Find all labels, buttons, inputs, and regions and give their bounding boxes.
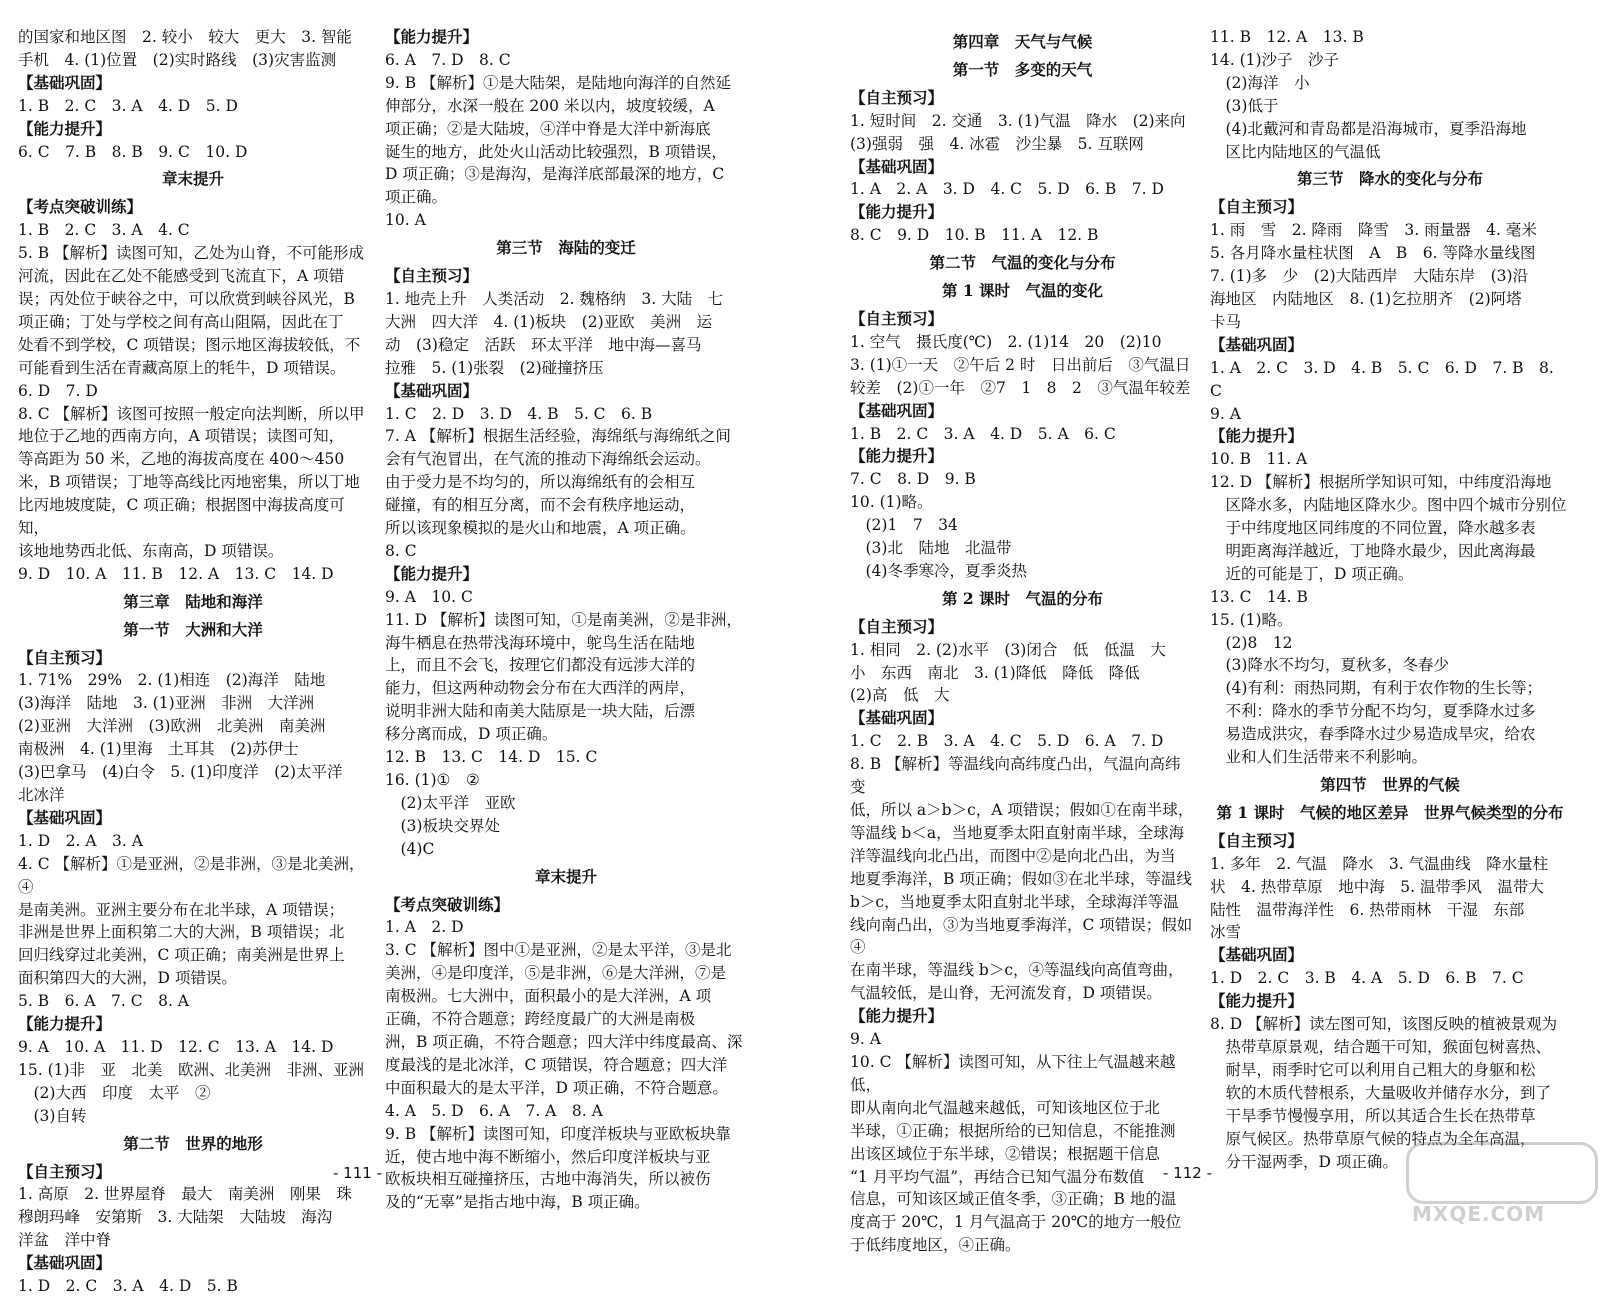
section-label: 【基础巩固】 bbox=[18, 1252, 368, 1275]
answer-line: (4)北戴河和青岛都是沿海城市，夏季沿海地 bbox=[1210, 118, 1570, 141]
answer-line: 手机 4. (1)位置 (2)实时路线 (3)灾害监测 bbox=[18, 49, 368, 72]
answer-line: 9. A 10. A 11. D 12. C 13. A 14. D bbox=[18, 1036, 368, 1059]
answer-line: 回归线穿过北美洲，C 项正确；南美洲是世界上 bbox=[18, 944, 368, 967]
answer-line: 14. (1)沙子 沙子 bbox=[1210, 49, 1570, 72]
section-label: 【基础巩固】 bbox=[850, 707, 1195, 730]
answer-line: 9. B 【解析】①是大陆架，是陆地向海洋的自然延 bbox=[385, 72, 747, 95]
answer-line: 是南美洲。亚洲主要分布在北半球，A 项错误； bbox=[18, 899, 368, 922]
section-label: 【能力提升】 bbox=[850, 201, 1195, 224]
answer-line: 诞生的地方，此处火山活动比较强烈，B 项错误， bbox=[385, 141, 747, 164]
section-heading: 第 2 课时 气温的分布 bbox=[850, 588, 1195, 611]
answer-line: 于低纬度地区，④正确。 bbox=[850, 1234, 1195, 1257]
answer-line: 中面积最大的是太平洋，D 项正确，不符合题意。 bbox=[385, 1077, 747, 1100]
answer-line: 软的木质代替根系，大量吸收并储存水分，到了 bbox=[1210, 1082, 1570, 1105]
section-heading: 第 1 课时 气温的变化 bbox=[850, 280, 1195, 303]
answer-line: 信息，可知该区域正值冬季，③正确；B 地的温 bbox=[850, 1188, 1195, 1211]
answer-line: 10. C 【解析】读图可知，从下往上气温越来越低， bbox=[850, 1051, 1195, 1097]
answer-line: 13. C 14. B bbox=[1210, 586, 1570, 609]
answer-line: 8. C 9. D 10. B 11. A 12. B bbox=[850, 224, 1195, 247]
section-label: 【基础巩固】 bbox=[18, 72, 368, 95]
answer-line: 碰撞，有的相互分离，而不会有秩序地运动， bbox=[385, 494, 747, 517]
answer-line: 移分离而成，D 项正确。 bbox=[385, 723, 747, 746]
answer-line: 1. B 2. C 3. A 4. D 5. A 6. C bbox=[850, 423, 1195, 446]
answer-line: 业和人们生活带来不利影响。 bbox=[1210, 746, 1570, 769]
answer-line: b＞c，当地夏季太阳直射北半球，全球海洋等温 bbox=[850, 891, 1195, 914]
answer-line: (3)强弱 强 4. 冰雹 沙尘暴 5. 互联网 bbox=[850, 133, 1195, 156]
answer-line: 1. B 2. C 3. A 4. C bbox=[18, 219, 368, 242]
answer-line: 度最浅的是北冰洋，C 项错误，符合题意；四大洋 bbox=[385, 1054, 747, 1077]
answer-line: (3)巴拿马 (4)白令 5. (1)印度洋 (2)太平洋 bbox=[18, 761, 368, 784]
answer-line: 伸部分，水深一般在 200 米以内，坡度较缓，A bbox=[385, 95, 747, 118]
answer-line: 12. B 13. C 14. D 15. C bbox=[385, 746, 747, 769]
section-label: 【自主预习】 bbox=[850, 616, 1195, 639]
answer-line: 11. D 【解析】读图可知，①是南美洲，②是非洲， bbox=[385, 609, 747, 632]
answer-line: 冰雪 bbox=[1210, 921, 1570, 944]
section-label: 【能力提升】 bbox=[850, 445, 1195, 468]
answer-line: 由于受力是不均匀的，所以海绵纸有的会相互 bbox=[385, 471, 747, 494]
section-heading: 第三章 陆地和海洋 bbox=[18, 591, 368, 614]
answer-line: 1. 多年 2. 气温 降水 3. 气温曲线 降水量柱 bbox=[1210, 853, 1570, 876]
right-page-column-1 bbox=[850, 26, 1195, 1257]
answer-line: 线向南凸出，③为当地夏季海洋，C 项错误；假如④ bbox=[850, 914, 1195, 960]
answer-line: 12. D 【解析】根据所学知识可知，中纬度沿海地 bbox=[1210, 471, 1570, 494]
section-label: 【考点突破训练】 bbox=[18, 196, 368, 219]
answer-line: 气温较低，是山脊，无河流发育，D 项错误。 bbox=[850, 982, 1195, 1005]
answer-line: 5. B 【解析】读图可知，乙处为山脊，不可能形成 bbox=[18, 242, 368, 265]
answer-line: 近的可能是丁，D 项正确。 bbox=[1210, 563, 1570, 586]
answer-line: (2)大西 印度 太平 ② bbox=[18, 1082, 368, 1105]
answer-line: 1. 空气 摄氏度(℃) 2. (1)14 20 (2)10 bbox=[850, 331, 1195, 354]
answer-line: 等温线 b＜a，当地夏季太阳直射南半球，全球海 bbox=[850, 822, 1195, 845]
answer-line: 度高于 20℃，1 月气温高于 20℃的地方一般位 bbox=[850, 1211, 1195, 1234]
answer-line: (3)海洋 陆地 3. (1)亚洲 非洲 大洋洲 bbox=[18, 692, 368, 715]
answer-line: 9. D 10. A 11. B 12. A 13. C 14. D bbox=[18, 563, 368, 586]
answer-line: 10. A bbox=[385, 209, 747, 232]
section-heading: 第三节 降水的变化与分布 bbox=[1210, 168, 1570, 191]
section-heading: 章末提升 bbox=[18, 168, 368, 191]
answer-line: 1. C 2. B 3. A 4. C 5. D 6. A 7. D bbox=[850, 730, 1195, 753]
answer-line: 区比内陆地区的气温低 bbox=[1210, 141, 1570, 164]
answer-line: 6. A 7. D 8. C bbox=[385, 49, 747, 72]
answer-line: 1. 高原 2. 世界屋脊 最大 南美洲 刚果 珠 bbox=[18, 1183, 368, 1206]
answer-line: 1. D 2. C 3. A 4. D 5. B bbox=[18, 1275, 368, 1298]
answer-line: 1. 相同 2. (2)水平 (3)闭合 低 低温 大 bbox=[850, 639, 1195, 662]
answer-line: 陆性 温带海洋性 6. 热带雨林 干湿 东部 bbox=[1210, 899, 1570, 922]
answer-line: 低，所以 a＞b＞c，A 项错误；假如①在南半球， bbox=[850, 799, 1195, 822]
answer-line: 不利：降水的季节分配不均匀，夏季降水过多 bbox=[1210, 700, 1570, 723]
answer-line: 拉雅 5. (1)张裂 (2)碰撞挤压 bbox=[385, 357, 747, 380]
answer-line: 项正确；丁处与学校之间有高山阻隔，因此在丁 bbox=[18, 311, 368, 334]
section-label: 【基础巩固】 bbox=[18, 807, 368, 830]
answer-line: 南极洲 4. (1)里海 土耳其 (2)苏伊士 bbox=[18, 738, 368, 761]
answer-line: 比丙地坡度陡，C 项正确；根据图中海拔高度可知， bbox=[18, 494, 368, 540]
answer-line: 项正确；②是大陆坡，④洋中脊是大洋中新海底 bbox=[385, 118, 747, 141]
answer-line: 8. C 【解析】该图可按照一般定向法判断，所以甲 bbox=[18, 403, 368, 426]
answer-line: 说明非洲大陆和南美大陆原是一块大陆，后漂 bbox=[385, 700, 747, 723]
answer-line: 上，而且不会飞，按理它们都没有远涉大洋的 bbox=[385, 654, 747, 677]
answer-line: 近，使古地中海不断缩小，然后印度洋板块与亚 bbox=[385, 1146, 747, 1169]
answer-line: (4)C bbox=[385, 838, 747, 861]
answer-line: (2)高 低 大 bbox=[850, 684, 1195, 707]
section-label: 【能力提升】 bbox=[18, 118, 368, 141]
section-label: 【能力提升】 bbox=[850, 1005, 1195, 1028]
answer-line: 较差 (2)①一年 ②7 1 8 2 ③气温年较差 bbox=[850, 377, 1195, 400]
section-heading: 第一节 大洲和大洋 bbox=[18, 619, 368, 642]
answer-line: 1. A 2. D bbox=[385, 916, 747, 939]
section-heading: 第 1 课时 气候的地区差异 世界气候类型的分布 bbox=[1210, 802, 1570, 825]
answer-line: 在南半球，等温线 b＞c，④等温线向高值弯曲， bbox=[850, 959, 1195, 982]
answer-line: 地位于乙地的西南方向，A 项错误；读图可知， bbox=[18, 425, 368, 448]
answer-line: 1. 71% 29% 2. (1)相连 (2)海洋 陆地 bbox=[18, 669, 368, 692]
answer-line: 等高距为 50 米，乙地的海拔高度在 400～450 bbox=[18, 448, 368, 471]
answer-line: 项正确。 bbox=[385, 186, 747, 209]
answer-line: 米，B 项错误；丁地等高线比丙地密集，所以丁地 bbox=[18, 471, 368, 494]
section-label: 【能力提升】 bbox=[1210, 990, 1570, 1013]
left-page-column-2 bbox=[385, 26, 747, 1214]
page-number: - 112 - bbox=[1163, 1164, 1212, 1182]
answer-line: 1. D 2. A 3. A bbox=[18, 830, 368, 853]
answer-line: 15. (1)略。 bbox=[1210, 609, 1570, 632]
section-heading: 章末提升 bbox=[385, 866, 747, 889]
answer-line: 原气候区。热带草原气候的特点为全年高温， bbox=[1210, 1128, 1570, 1151]
answer-line: 1. B 2. C 3. A 4. D 5. D bbox=[18, 95, 368, 118]
answer-line: 9. A bbox=[850, 1028, 1195, 1051]
answer-line: (2)亚洲 大洋洲 (3)欧洲 北美洲 南美洲 bbox=[18, 715, 368, 738]
left-page-column-1 bbox=[18, 26, 368, 1298]
answer-line: 非洲是世界上面积第二大的大洲，B 项错误；北 bbox=[18, 921, 368, 944]
answer-line: (3)降水不均匀，夏秋多，冬春少 bbox=[1210, 654, 1570, 677]
section-heading: 第四节 世界的气候 bbox=[1210, 774, 1570, 797]
section-label: 【考点突破训练】 bbox=[385, 894, 747, 917]
answer-line: 大洲 四大洋 4. (1)板块 (2)亚欧 美洲 运 bbox=[385, 311, 747, 334]
section-heading: 第三节 海陆的变迁 bbox=[385, 237, 747, 260]
answer-line: 7. C 8. D 9. B bbox=[850, 468, 1195, 491]
answer-line: 美洲，④是印度洋，⑤是非洲，⑥是大洋洲，⑦是 bbox=[385, 962, 747, 985]
section-label: 【自主预习】 bbox=[1210, 830, 1570, 853]
answer-line: (3)北 陆地 北温带 bbox=[850, 537, 1195, 560]
answer-line: 洋等温线向北凸出，而图中②是向北凸出，为当 bbox=[850, 845, 1195, 868]
answer-line: 南极洲。七大洲中，面积最小的是大洋洲，A 项 bbox=[385, 985, 747, 1008]
answer-line: 9. A 10. C bbox=[385, 586, 747, 609]
answer-line: 8. B 【解析】等温线向高纬度凸出，气温向高纬变 bbox=[850, 753, 1195, 799]
section-label: 【自主预习】 bbox=[18, 647, 368, 670]
section-label: 【基础巩固】 bbox=[1210, 944, 1570, 967]
answer-line: 于中纬度地区同纬度的不同位置，降水越多表 bbox=[1210, 517, 1570, 540]
answer-line: 9. B 【解析】读图可知，印度洋板块与亚欧板块靠 bbox=[385, 1123, 747, 1146]
watermark-badge-icon bbox=[1406, 1142, 1598, 1204]
answer-line: 3. (1)①一天 ②午后 2 时 日出前后 ③气温日 bbox=[850, 354, 1195, 377]
answer-line: (2)1 7 34 bbox=[850, 514, 1195, 537]
section-label: 【自主预习】 bbox=[1210, 196, 1570, 219]
answer-line: 动 (3)稳定 活跃 环太平洋 地中海—喜马 bbox=[385, 334, 747, 357]
answer-line: (3)低于 bbox=[1210, 95, 1570, 118]
answer-line: 4. A 5. D 6. A 7. A 8. A bbox=[385, 1100, 747, 1123]
answer-line: 1. A 2. A 3. D 4. C 5. D 6. B 7. D bbox=[850, 178, 1195, 201]
answer-line: 会有气泡冒出，在气流的推动下海绵纸会运动。 bbox=[385, 448, 747, 471]
answer-line: 的国家和地区图 2. 较小 较大 更大 3. 智能 bbox=[18, 26, 368, 49]
section-label: 【自主预习】 bbox=[850, 308, 1195, 331]
answer-line: 海地区 内陆地区 8. (1)乞拉朋齐 (2)阿塔 bbox=[1210, 288, 1570, 311]
section-label: 【能力提升】 bbox=[385, 26, 747, 49]
answer-line: 区降水多，内陆地区降水少。图中四个城市分别位 bbox=[1210, 494, 1570, 517]
answer-line: 北冰洋 bbox=[18, 784, 368, 807]
left-page bbox=[0, 0, 790, 1244]
answer-line: 1. D 2. C 3. B 4. A 5. D 6. B 7. C bbox=[1210, 967, 1570, 990]
section-label: 【基础巩固】 bbox=[850, 156, 1195, 179]
answer-line: 10. B 11. A bbox=[1210, 448, 1570, 471]
answer-line: 小 东西 南北 3. (1)降低 降低 降低 bbox=[850, 662, 1195, 685]
answer-line: (4)有利：雨热同期，有利于农作物的生长等； bbox=[1210, 677, 1570, 700]
watermark-url: MXQE.COM bbox=[1412, 1202, 1545, 1226]
answer-line: 10. (1)略。 bbox=[850, 491, 1195, 514]
section-heading: 第二节 气温的变化与分布 bbox=[850, 252, 1195, 275]
section-heading: 第四章 天气与气候 bbox=[850, 31, 1195, 54]
answer-line: 9. A bbox=[1210, 403, 1570, 426]
answer-line: 出该区域位于东半球，②错误；根据题干信息 bbox=[850, 1143, 1195, 1166]
answer-line: 明距离海洋越近，丁地降水最少，因此离海最 bbox=[1210, 540, 1570, 563]
answer-line: 面积第四大的大洲，D 项错误。 bbox=[18, 967, 368, 990]
answer-line: 洲，B 项正确，不符合题意；四大洋中纬度最高、深 bbox=[385, 1031, 747, 1054]
right-page bbox=[850, 0, 1600, 1244]
answer-line: (3)自转 bbox=[18, 1105, 368, 1128]
section-heading: 第一节 多变的天气 bbox=[850, 59, 1195, 82]
answer-line: 1. C 2. D 3. D 4. B 5. C 6. B bbox=[385, 403, 747, 426]
answer-line: 可能看到生活在青藏高原上的牦牛，D 项错误。 bbox=[18, 357, 368, 380]
answer-line: 卡马 bbox=[1210, 311, 1570, 334]
answer-line: 6. D 7. D bbox=[18, 380, 368, 403]
answer-line: (2)太平洋 亚欧 bbox=[385, 792, 747, 815]
section-label: 【基础巩固】 bbox=[850, 400, 1195, 423]
answer-line: 海牛栖息在热带浅海环境中，鸵鸟生活在陆地 bbox=[385, 632, 747, 655]
answer-line: 穆朗玛峰 安第斯 3. 大陆架 大陆坡 海沟 bbox=[18, 1206, 368, 1229]
answer-line: 1. 短时间 2. 交通 3. (1)气温 降水 (2)来向 bbox=[850, 110, 1195, 133]
answer-line: “1 月平均气温”，再结合已知气温分布数值 bbox=[850, 1166, 1195, 1189]
answer-line: 地夏季海洋，B 项正确；假如③在北半球，等温线 bbox=[850, 868, 1195, 891]
answer-line: 1. A 2. C 3. D 4. B 5. C 6. D 7. B 8. C bbox=[1210, 357, 1570, 403]
section-label: 【能力提升】 bbox=[385, 563, 747, 586]
answer-line: 误；丙处位于峡谷之中，可以欣赏到峡谷风光，B bbox=[18, 288, 368, 311]
answer-line: 8. C bbox=[385, 540, 747, 563]
answer-line: 1. 地壳上升 人类活动 2. 魏格纳 3. 大陆 七 bbox=[385, 288, 747, 311]
answer-line: 4. C 【解析】①是亚洲，②是非洲，③是北美洲，④ bbox=[18, 853, 368, 899]
answer-line: (3)板块交界处 bbox=[385, 815, 747, 838]
answer-line: D 项正确；③是海沟，是海洋底部最深的地方，C bbox=[385, 163, 747, 186]
answer-line: 即从南向北气温越来越低，可知该地区位于北 bbox=[850, 1097, 1195, 1120]
answer-line: 1. 雨 雪 2. 降雨 降雪 3. 雨量器 4. 毫米 bbox=[1210, 219, 1570, 242]
watermark-logo bbox=[1404, 1142, 1594, 1232]
section-label: 【自主预习】 bbox=[850, 87, 1195, 110]
section-label: 【基础巩固】 bbox=[1210, 334, 1570, 357]
answer-line: 能力，但这两种动物会分布在大西洋的两岸， bbox=[385, 677, 747, 700]
section-label: 【自主预习】 bbox=[18, 1161, 368, 1184]
answer-line: 耐旱，雨季时它可以利用自己粗大的身躯和松 bbox=[1210, 1059, 1570, 1082]
answer-line: 7. (1)多 少 (2)大陆西岸 大陆东岸 (3)沿 bbox=[1210, 265, 1570, 288]
answer-line: 及的“无辜”是指古地中海，B 项正确。 bbox=[385, 1191, 747, 1214]
answer-line: 所以该现象模拟的是火山和地震，A 项正确。 bbox=[385, 517, 747, 540]
answer-line: 半球，①正确；根据所给的已知信息，不能推测 bbox=[850, 1120, 1195, 1143]
answer-line: 3. C 【解析】图中①是亚洲，②是太平洋，③是北 bbox=[385, 939, 747, 962]
answer-line: 河流，因此在乙处不能感受到飞流直下，A 项错 bbox=[18, 265, 368, 288]
answer-line: (2)8 12 bbox=[1210, 632, 1570, 655]
answer-line: (4)冬季寒冷，夏季炎热 bbox=[850, 560, 1195, 583]
answer-line: 热带草原景观，结合题干可知，猴面包树喜热、 bbox=[1210, 1036, 1570, 1059]
answer-line: 5. 各月降水量柱状图 A B 6. 等降水量线图 bbox=[1210, 242, 1570, 265]
answer-line: 16. (1)① ② bbox=[385, 769, 747, 792]
section-label: 【基础巩固】 bbox=[385, 380, 747, 403]
answer-line: 易造成洪灾，春季降水过少易造成旱灾，给农 bbox=[1210, 723, 1570, 746]
section-label: 【自主预习】 bbox=[385, 265, 747, 288]
answer-line: 5. B 6. A 7. C 8. A bbox=[18, 990, 368, 1013]
section-label: 【能力提升】 bbox=[18, 1013, 368, 1036]
answer-line: 7. A 【解析】根据生活经验，海绵纸与海绵纸之间 bbox=[385, 425, 747, 448]
section-label: 【能力提升】 bbox=[1210, 425, 1570, 448]
answer-line: 正确，不符合题意；跨经度最广的大洲是南极 bbox=[385, 1008, 747, 1031]
answer-line: 处看不到学校，C 项错误；图示地区海拔较低，不 bbox=[18, 334, 368, 357]
answer-line: (2)海洋 小 bbox=[1210, 72, 1570, 95]
answer-line: 分干湿两季，D 项正确。 bbox=[1210, 1151, 1570, 1174]
answer-line: 8. D 【解析】读左图可知，该图反映的植被景观为 bbox=[1210, 1013, 1570, 1036]
answer-line: 15. (1)非 亚 北美 欧洲、北美洲 非洲、亚洲 bbox=[18, 1059, 368, 1082]
answer-line: 该地地势西北低、东南高，D 项错误。 bbox=[18, 540, 368, 563]
answer-line: 状 4. 热带草原 地中海 5. 温带季风 温带大 bbox=[1210, 876, 1570, 899]
answer-line: 11. B 12. A 13. B bbox=[1210, 26, 1570, 49]
answer-line: 欧板块相互碰撞挤压，古地中海消失，所以被伤 bbox=[385, 1168, 747, 1191]
page-number: - 111 - bbox=[333, 1164, 382, 1182]
answer-line: 洋盆 洋中脊 bbox=[18, 1229, 368, 1252]
right-page-column-2 bbox=[1210, 26, 1570, 1173]
answer-line: 干旱季节慢慢享用，所以其适合生长在热带草 bbox=[1210, 1105, 1570, 1128]
section-heading: 第二节 世界的地形 bbox=[18, 1133, 368, 1156]
answer-line: 6. C 7. B 8. B 9. C 10. D bbox=[18, 141, 368, 164]
